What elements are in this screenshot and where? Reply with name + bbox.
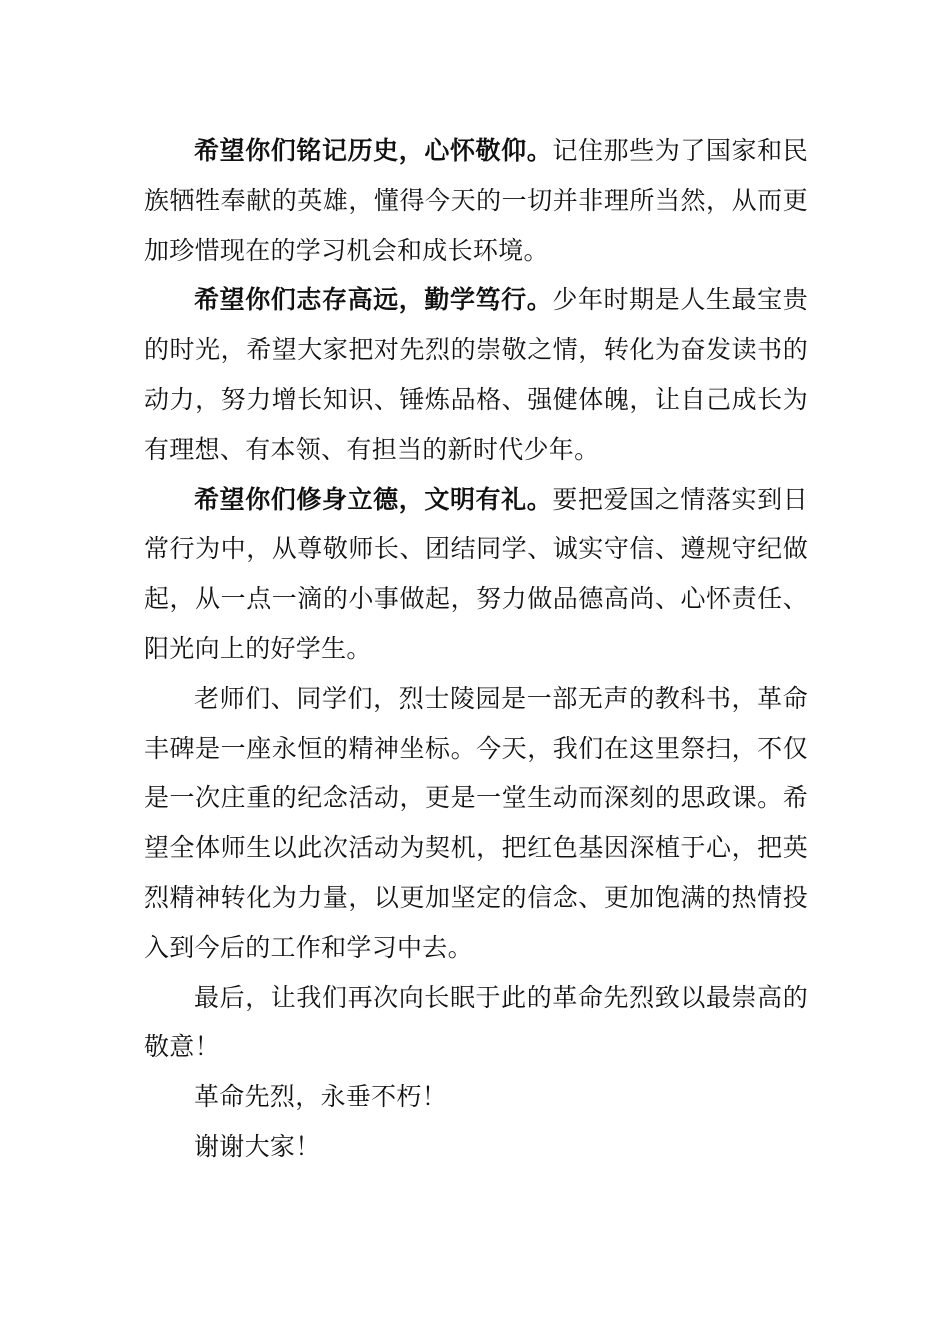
paragraph-final-tribute bbox=[144, 973, 808, 1073]
paragraph-text: 革命先烈，永垂不朽！ bbox=[194, 1082, 448, 1112]
paragraph-teachers-students bbox=[144, 674, 808, 973]
paragraph-lead-bold: 希望你们修身立德，文明有礼。 bbox=[194, 484, 553, 514]
paragraph-lead-bold: 希望你们志存高远，勤学笃行。 bbox=[194, 285, 553, 315]
paragraph-eternal-glory bbox=[144, 1072, 808, 1122]
paragraph-text: 老师们、同学们，烈士陵园是一部无声的教科书，革命丰碑是一座永恒的精神坐标。今天，我们在这里祭扫，不仅是一次庄重的纪念活动，更是一堂生动而深刻的思政课。希望全体师生以此次活动为契机，把红色基因深植于心，把英烈精神转化为力量，以更加坚定的信念、更加饱满的热情投入到今后的工作和学习中去。 bbox=[144, 683, 808, 962]
paragraph-lofty-ideals bbox=[144, 275, 808, 474]
paragraph-thanks bbox=[144, 1122, 808, 1172]
paragraph-text: 要把爱国之情落实到日常行为中，从尊敬师长、团结同学、诚实守信、遵规守纪做起，从一点一滴的小事做起，努力做品德高尚、心怀责任、阳光向上的好学生。 bbox=[144, 484, 808, 663]
paragraph-remember-history bbox=[144, 126, 808, 275]
paragraph-lead-bold: 希望你们铭记历史，心怀敬仰。 bbox=[194, 136, 553, 165]
paragraph-moral-cultivation bbox=[144, 475, 808, 674]
paragraph-text: 记住那些为了国家和民族牺牲奉献的英雄，懂得今天的一切并非理所当然，从而更加珍惜现在的学习机会和成长环境。 bbox=[144, 136, 808, 265]
speech-body bbox=[144, 126, 808, 1172]
paragraph-text: 最后，让我们再次向长眠于此的革命先烈致以最崇高的敬意！ bbox=[144, 982, 808, 1062]
paragraph-text: 少年时期是人生最宝贵的时光，希望大家把对先烈的崇敬之情，转化为奋发读书的动力，努力增长知识、锤炼品格、强健体魄，让自己成长为有理想、有本领、有担当的新时代少年。 bbox=[144, 285, 808, 464]
paragraph-text: 谢谢大家！ bbox=[194, 1131, 321, 1161]
